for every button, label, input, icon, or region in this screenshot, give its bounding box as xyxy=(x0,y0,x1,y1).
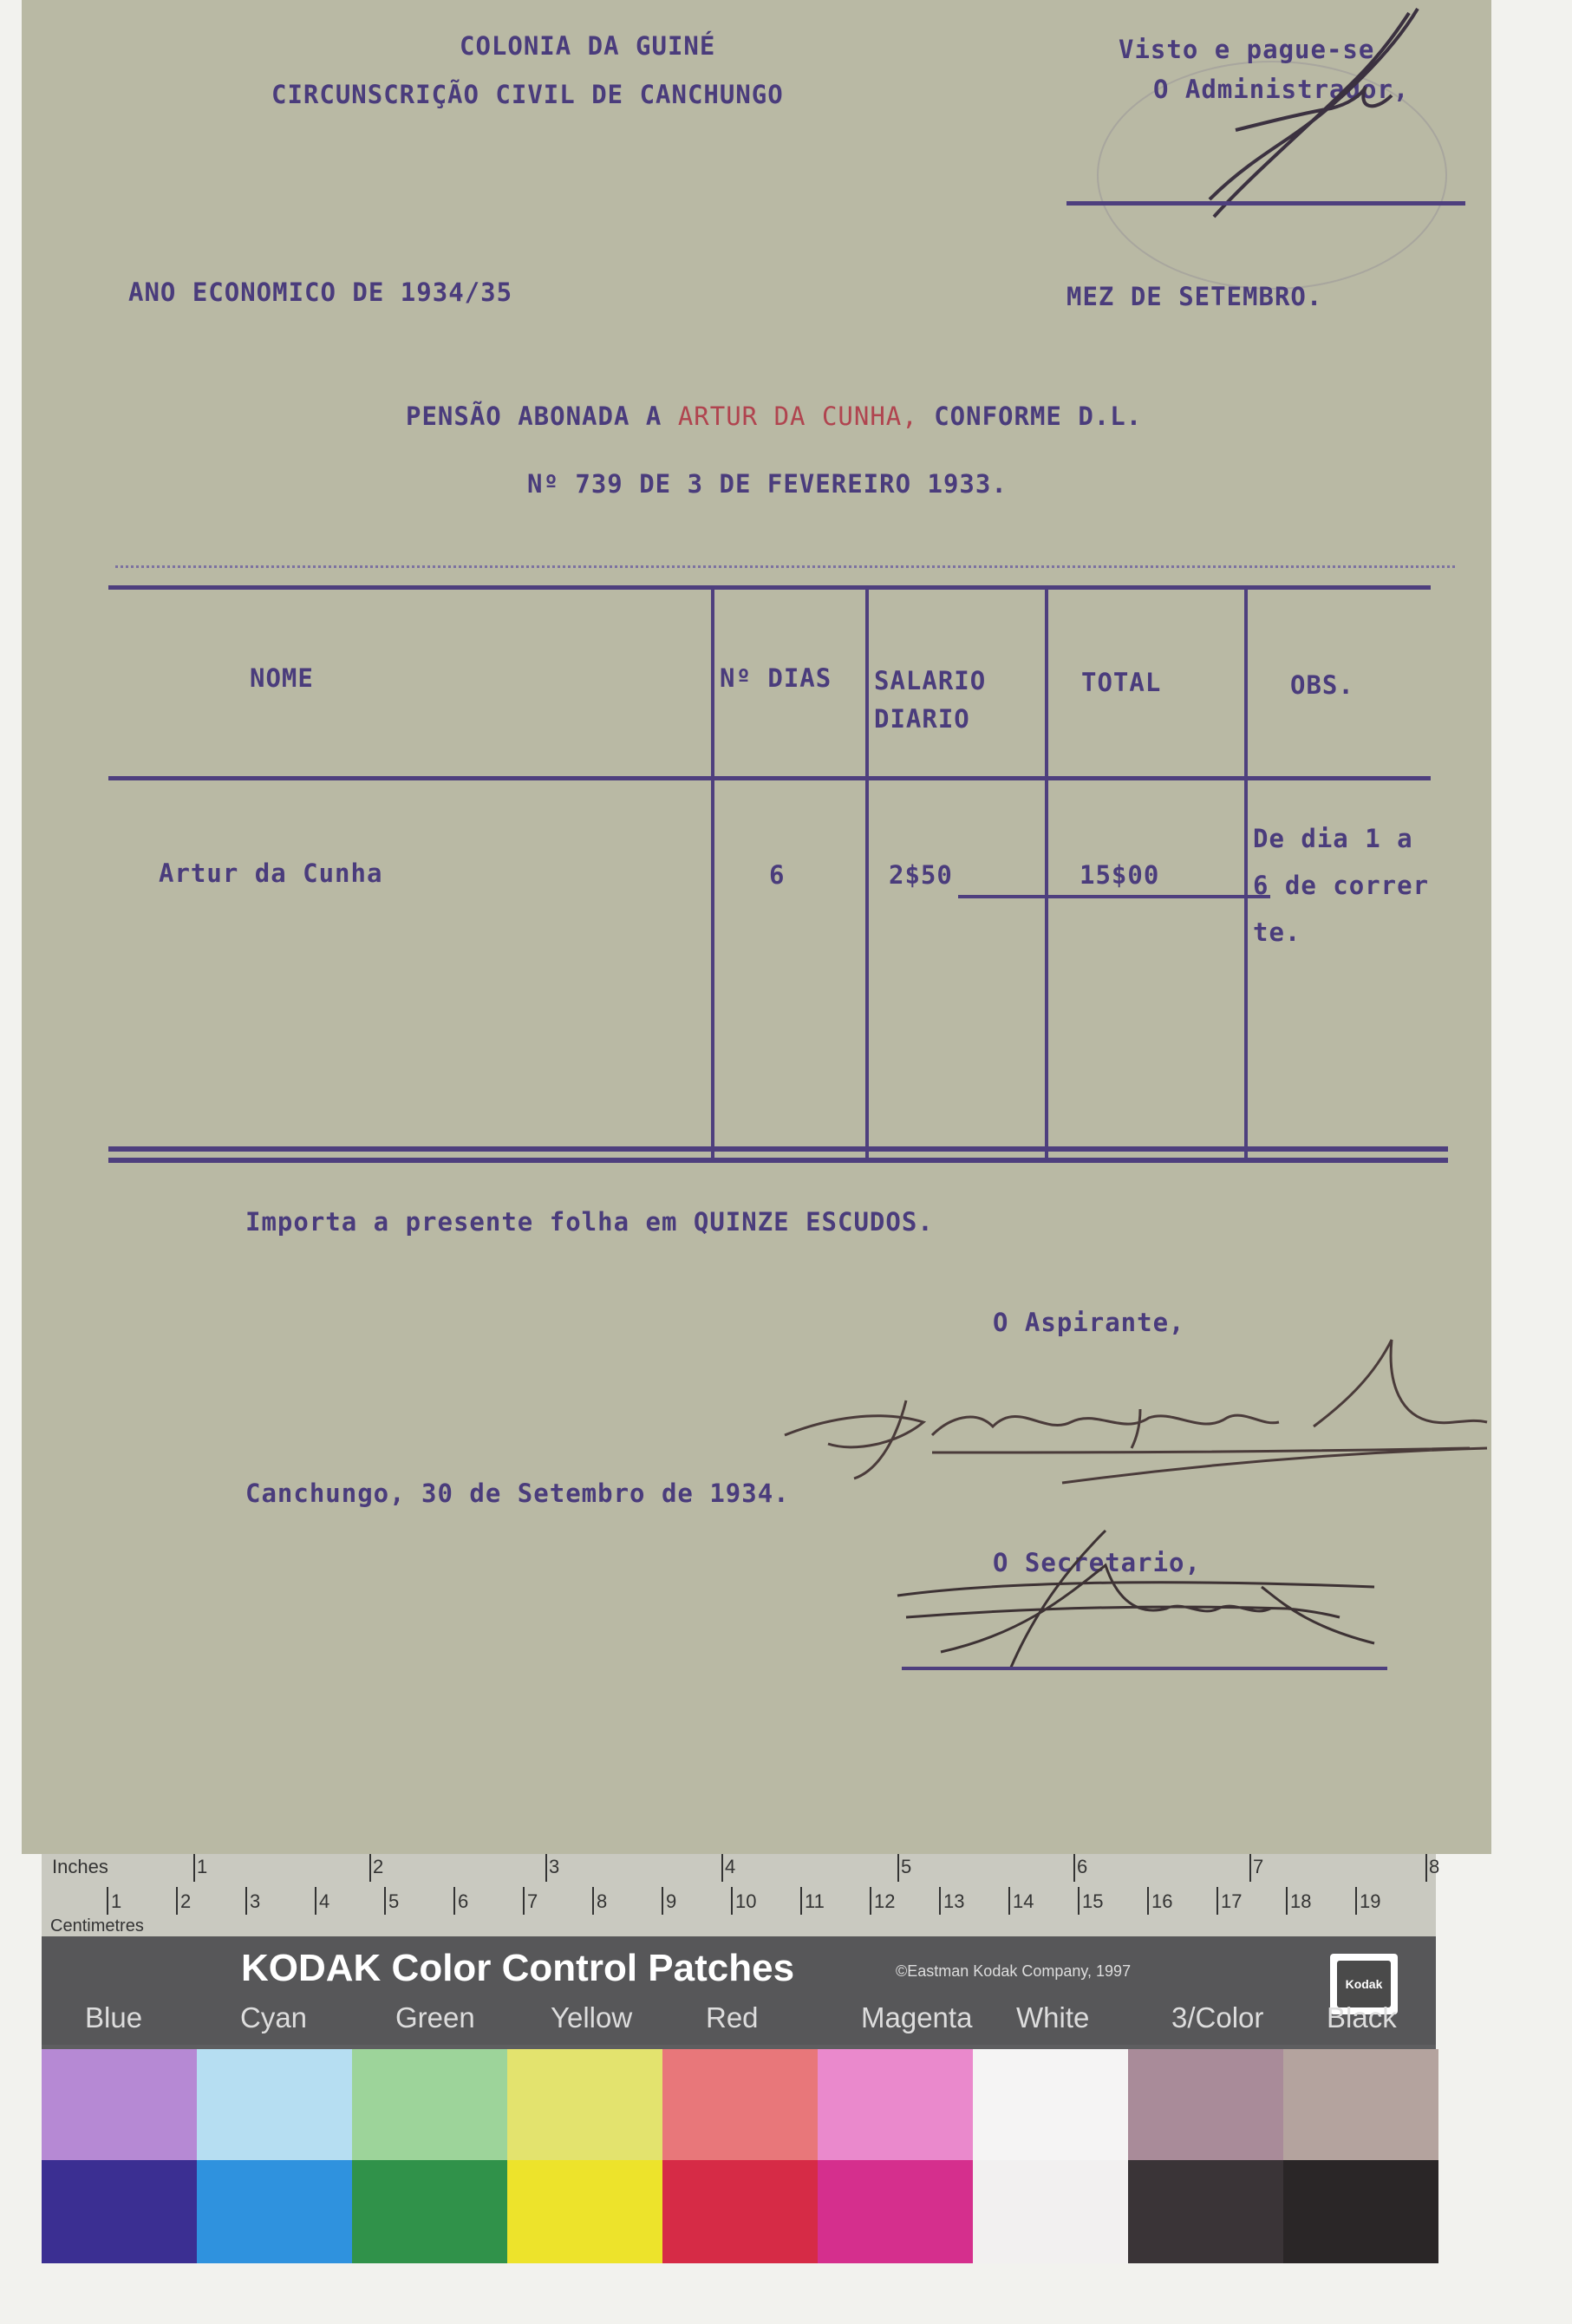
cm-mark-label: 14 xyxy=(1013,1890,1034,1912)
inches-label: Inches xyxy=(52,1856,108,1877)
aspirante-label: O Aspirante, xyxy=(993,1308,1185,1337)
administrator-signature xyxy=(1132,0,1444,251)
header-dias: Nº DIAS xyxy=(720,663,832,693)
color-patch-top xyxy=(197,2049,352,2160)
color-patch-bottom xyxy=(973,2160,1128,2263)
inch-mark-label: 8 xyxy=(1429,1856,1440,1877)
color-patch-top xyxy=(42,2049,197,2160)
cm-tick xyxy=(1078,1887,1080,1915)
total-amount-text: Importa a presente folha em QUINZE ESCUDOS. xyxy=(245,1207,934,1237)
color-patch-bottom xyxy=(662,2160,818,2263)
kodak-title: KODAK Color Control Patches xyxy=(241,1947,795,1989)
cm-mark-label: 7 xyxy=(527,1890,538,1912)
cm-mark-label: 5 xyxy=(388,1890,400,1912)
inch-mark-label: 3 xyxy=(549,1856,560,1877)
header-nome: NOME xyxy=(250,663,314,693)
kodak-copyright: ©Eastman Kodak Company, 1997 xyxy=(896,1962,1132,1980)
inch-tick xyxy=(545,1854,547,1882)
cm-mark-label: 6 xyxy=(458,1890,469,1912)
color-patch-bottom xyxy=(1283,2160,1438,2263)
cm-tick xyxy=(1217,1887,1218,1915)
header-total: TOTAL xyxy=(1081,668,1162,697)
cm-tick xyxy=(1008,1887,1010,1915)
inch-tick xyxy=(369,1854,371,1882)
cm-tick xyxy=(1147,1887,1149,1915)
cm-tick xyxy=(107,1887,108,1915)
title-suffix: CONFORME D.L. xyxy=(934,401,1143,431)
inch-mark-label: 1 xyxy=(197,1856,208,1877)
pensioner-name: ARTUR DA CUNHA, xyxy=(677,401,918,431)
title-line-1 xyxy=(406,401,1142,431)
cm-mark-label: 17 xyxy=(1221,1890,1243,1912)
measuring-ruler xyxy=(42,1854,1440,1936)
color-patch-bottom xyxy=(507,2160,662,2263)
color-patch-top xyxy=(818,2049,973,2160)
aspirante-signature xyxy=(776,1322,1491,1505)
color-patch-top xyxy=(507,2049,662,2160)
color-patch-bottom xyxy=(1128,2160,1283,2263)
approval-line xyxy=(1066,201,1465,206)
color-patch-top xyxy=(1283,2049,1438,2160)
patch-label: Yellow xyxy=(551,2001,633,2034)
total-underline xyxy=(958,895,1270,898)
column-divider-3 xyxy=(1045,585,1048,1158)
inch-mark-label: 2 xyxy=(373,1856,384,1877)
cm-tick xyxy=(939,1887,941,1915)
inch-tick xyxy=(1425,1854,1427,1882)
patch-label: White xyxy=(1016,2001,1090,2034)
dotted-rule xyxy=(115,565,1455,568)
patch-label: Cyan xyxy=(240,2001,308,2034)
patch-label: Blue xyxy=(85,2001,143,2034)
secretario-label: O Secretario, xyxy=(993,1548,1201,1577)
cm-mark-label: 12 xyxy=(874,1890,896,1912)
color-patch-bottom xyxy=(197,2160,352,2263)
cm-tick xyxy=(245,1887,247,1915)
place-date: Canchungo, 30 de Setembro de 1934. xyxy=(245,1479,790,1508)
patch-label: Black xyxy=(1327,2001,1397,2034)
cell-dias: 6 xyxy=(769,860,786,890)
column-divider-1 xyxy=(711,585,714,1158)
color-patch-top xyxy=(1128,2049,1283,2160)
inch-tick xyxy=(193,1854,195,1882)
cm-mark-label: 2 xyxy=(180,1890,192,1912)
table-bottom-rule-2 xyxy=(108,1158,1448,1163)
inch-tick xyxy=(1249,1854,1251,1882)
color-patch-bottom xyxy=(42,2160,197,2263)
secretario-line xyxy=(902,1667,1387,1670)
header-colony: COLONIA DA GUINÉ xyxy=(460,31,716,61)
centimetres-label: Centimetres xyxy=(50,1916,144,1936)
month: MEZ DE SETEMBRO. xyxy=(1066,282,1323,311)
document-page xyxy=(22,0,1491,1854)
cm-tick xyxy=(176,1887,178,1915)
cm-tick xyxy=(384,1887,386,1915)
table-header-rule xyxy=(108,776,1431,780)
header-obs: OBS. xyxy=(1290,670,1354,700)
cm-mark-label: 1 xyxy=(111,1890,122,1912)
table-top-rule xyxy=(108,585,1431,590)
color-patch-top xyxy=(973,2049,1128,2160)
cm-mark-label: 16 xyxy=(1151,1890,1173,1912)
cm-mark-label: 19 xyxy=(1360,1890,1381,1912)
cm-tick xyxy=(1355,1887,1357,1915)
cm-mark-label: 11 xyxy=(805,1890,825,1912)
color-patch-top xyxy=(352,2049,507,2160)
cm-tick xyxy=(870,1887,871,1915)
inch-tick xyxy=(721,1854,723,1882)
cm-mark-label: 4 xyxy=(319,1890,330,1912)
kodak-label-bar xyxy=(42,1936,1436,2045)
cm-mark-label: 13 xyxy=(943,1890,965,1912)
cell-nome: Artur da Cunha xyxy=(159,858,383,888)
inch-tick xyxy=(1073,1854,1075,1882)
fiscal-year: ANO ECONOMICO DE 1934/35 xyxy=(128,277,513,307)
cm-tick xyxy=(662,1887,663,1915)
approval-text: Visto e pague-se xyxy=(1119,35,1375,64)
cm-mark-label: 10 xyxy=(735,1890,757,1912)
cm-tick xyxy=(523,1887,525,1915)
kodak-logo-text: Kodak xyxy=(1337,1961,1391,2007)
cm-tick xyxy=(800,1887,802,1915)
cm-tick xyxy=(453,1887,455,1915)
inch-mark-label: 4 xyxy=(725,1856,736,1877)
cm-mark-label: 15 xyxy=(1082,1890,1104,1912)
secretario-signature xyxy=(889,1513,1409,1687)
cm-tick xyxy=(592,1887,594,1915)
color-patch-top xyxy=(662,2049,818,2160)
color-patch-bottom xyxy=(818,2160,973,2263)
cell-salario: 2$50 xyxy=(889,860,953,890)
title-prefix: PENSÃO ABONADA A xyxy=(406,401,662,431)
header-diario: DIARIO xyxy=(874,704,970,734)
cell-obs-1: De dia 1 a xyxy=(1253,824,1413,853)
cm-tick xyxy=(731,1887,733,1915)
approval-signatory: O Administrador, xyxy=(1153,75,1410,104)
column-divider-4 xyxy=(1244,585,1248,1158)
cm-tick xyxy=(315,1887,316,1915)
patch-label: Magenta xyxy=(861,2001,973,2034)
header-salario: SALARIO xyxy=(874,666,987,695)
title-line-2: Nº 739 DE 3 DE FEVEREIRO 1933. xyxy=(527,469,1008,499)
cm-mark-label: 3 xyxy=(250,1890,261,1912)
inch-mark-label: 7 xyxy=(1253,1856,1264,1877)
header-circumscription: CIRCUNSCRIÇÃO CIVIL DE CANCHUNGO xyxy=(271,80,784,109)
inch-tick xyxy=(897,1854,899,1882)
patch-label: 3/Color xyxy=(1171,2001,1264,2034)
patch-label: Green xyxy=(395,2001,475,2034)
cell-total: 15$00 xyxy=(1080,860,1160,890)
patch-label: Red xyxy=(706,2001,759,2034)
inch-mark-label: 6 xyxy=(1077,1856,1088,1877)
cm-mark-label: 9 xyxy=(666,1890,677,1912)
kodak-color-strip xyxy=(42,1854,1440,2263)
cell-obs-2: 6 de correr xyxy=(1253,871,1430,900)
cm-tick xyxy=(1286,1887,1288,1915)
cell-obs-3: te. xyxy=(1253,917,1301,947)
column-divider-2 xyxy=(865,585,869,1158)
cm-mark-label: 18 xyxy=(1290,1890,1312,1912)
color-patch-bottom xyxy=(352,2160,507,2263)
cm-mark-label: 8 xyxy=(597,1890,608,1912)
inch-mark-label: 5 xyxy=(901,1856,912,1877)
